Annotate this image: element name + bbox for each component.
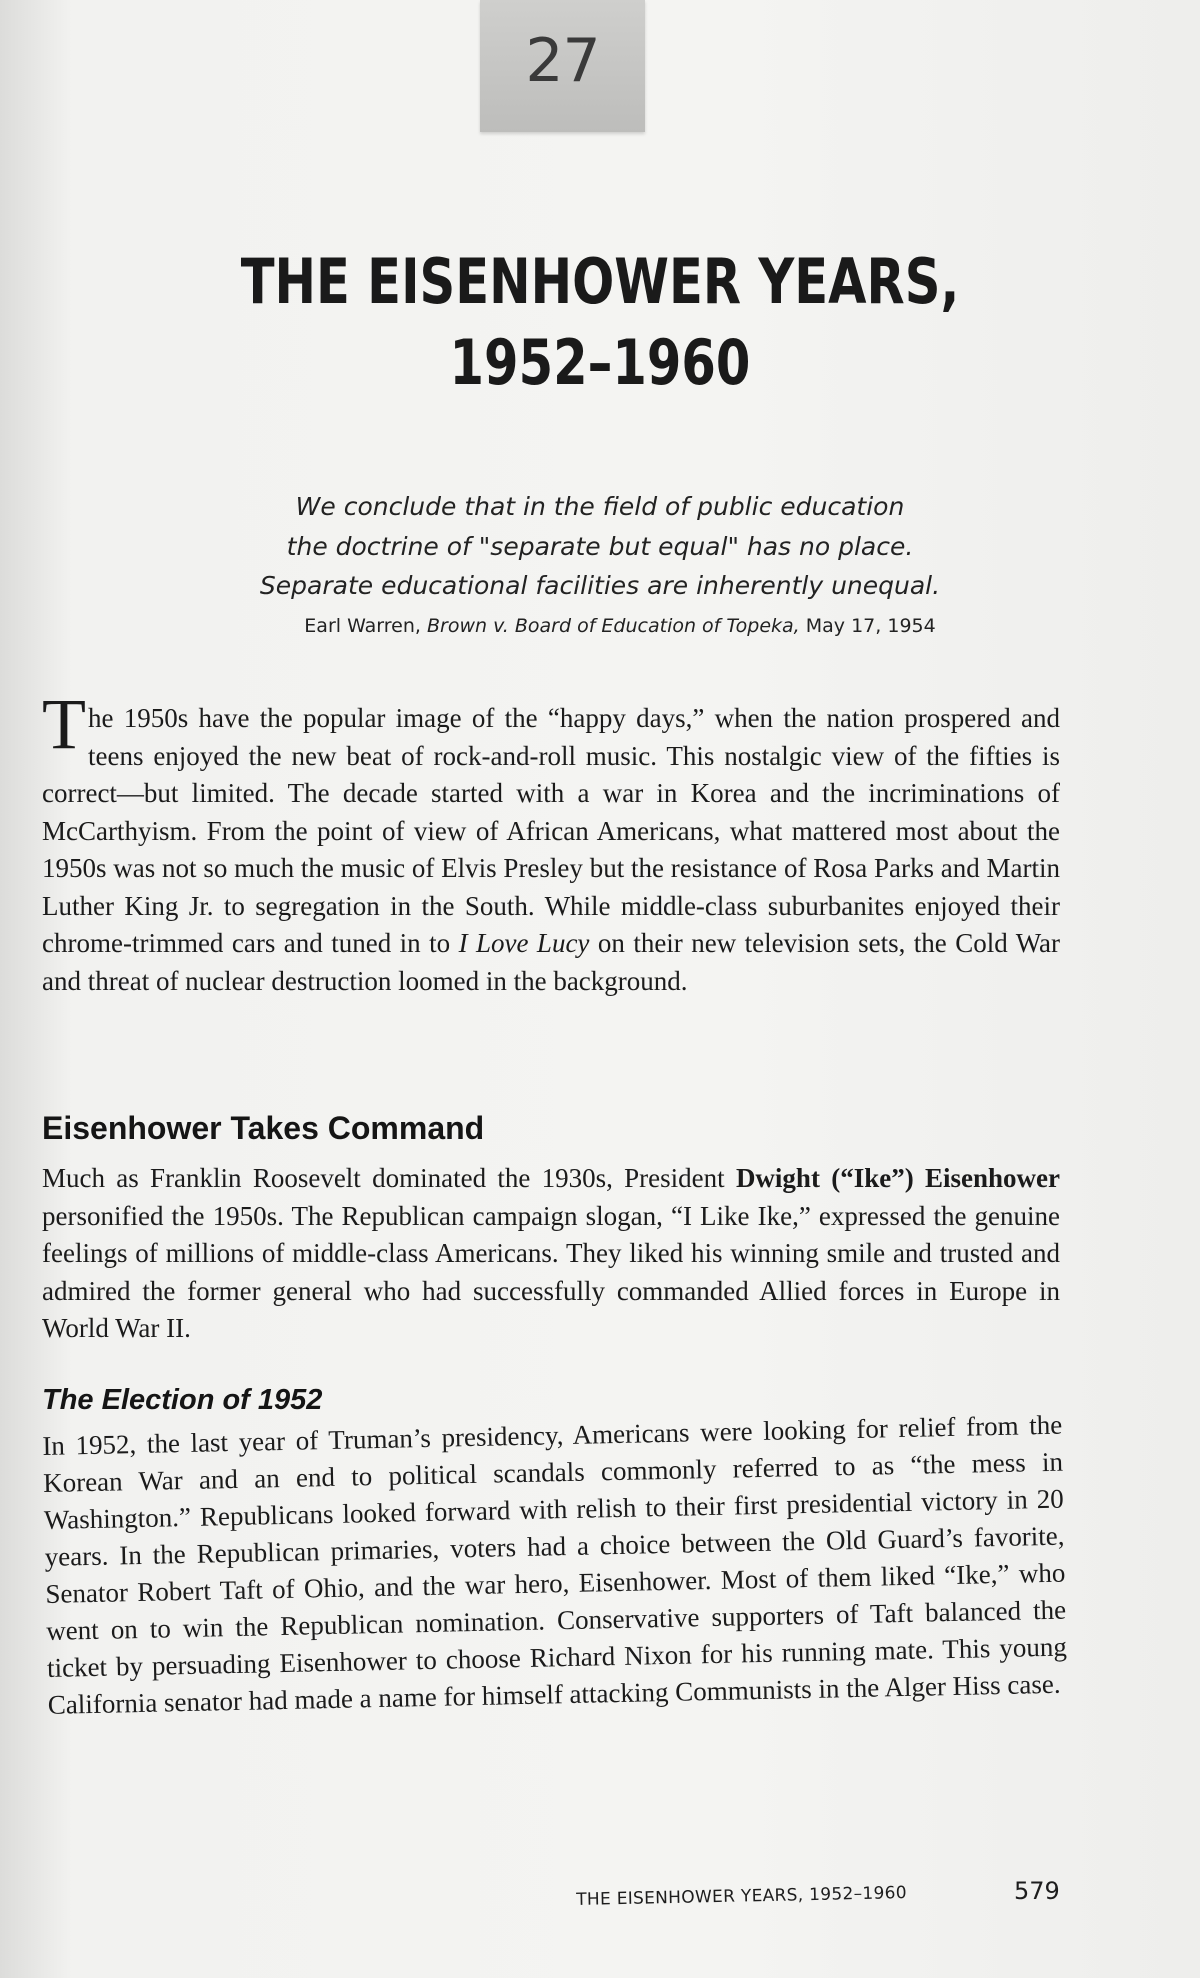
section1-bold-name: Dwight (“Ike”) Eisenhower	[735, 1163, 1060, 1193]
subsection-heading-election-1952: The Election of 1952	[42, 1384, 323, 1416]
epigraph-line-2: the doctrine of "separate but equal" has no place.	[286, 532, 914, 561]
section1-paragraph	[42, 1160, 1060, 1348]
chapter-number-box	[480, 0, 645, 132]
section-heading-eisenhower-takes-command: Eisenhower Takes Command	[42, 1110, 485, 1146]
drop-cap: T	[42, 684, 86, 764]
section1-text-1: Much as Franklin Roosevelt dominated the 1930s, President	[42, 1163, 736, 1193]
intro-paragraph	[42, 684, 1060, 1000]
epigraph-line-3: Separate educational facilities are inherently unequal.	[259, 571, 941, 600]
intro-text-1: he 1950s have the popular image of the “happy days,” when the nation prospered and teens enjoyed the new beat of rock-and-roll music. This nostalgic view of the fifties is correct—but limited. The decade started with a war in Korea and the incriminations of McCarthyism. From the point of view of African Americans, what mattered most about the 1950s was not so much the music of Elvis Presley but the resistance of Rosa Parks and Martin Luther King Jr. to segregation in the South. While middle-class suburbanites enjoyed their chrome-trimmed cars and tuned in to	[42, 703, 1060, 958]
chapter-number: 27	[525, 26, 600, 96]
page-number: 579	[1014, 1877, 1060, 1905]
attribution-author: Earl Warren,	[304, 615, 427, 637]
section2-paragraph	[42, 1407, 1068, 1724]
chapter-title-line-2: 1952–1960	[449, 326, 751, 399]
section1-text-2: personified the 1950s. The Republican campaign slogan, “I Like Ike,” expressed the genuine feelings of millions of middle-class Americans. They liked his winning smile and trusted and admired the former general who had successfully commanded Allied forces in Europe in World War II.	[42, 1200, 1060, 1343]
epigraph-attribution	[80, 615, 1160, 637]
running-footer: THE EISENHOWER YEARS, 1952–1960	[576, 1883, 908, 1910]
attribution-case: Brown v. Board of Education of Topeka,	[426, 615, 800, 637]
epigraph-line-1: We conclude that in the field of public education	[295, 492, 905, 521]
intro-show-title: I Love Lucy	[458, 928, 590, 958]
chapter-title-line-1: THE EISENHOWER YEARS,	[240, 245, 960, 318]
section2-text: In 1952, the last year of Truman’s presidency, Americans were looking for relief from the Korean War and an end to political scandals commonly referred to as “the mess in Washington.” Republicans looked forward with relish to their first presidential victory in 20 years. In the Republican primaries, voters had a choice between the Old Guard’s favorite, Senator Robert Taft of Ohio, and the war hero, Eisenhower. Most of them liked “Ike,” who went on to win the Republican nomination. Conservative supporters of Taft balanced the ticket by persuading Eisenhower to choose Richard Nixon for his running mate. This young California senator had made a name for himself attacking Communists in the Alger Hiss case.	[42, 1409, 1068, 1720]
attribution-date: May 17, 1954	[799, 615, 936, 637]
intro-text-2: on their new television sets, the Cold War and threat of nuclear destruction loomed in the background.	[42, 928, 1060, 996]
